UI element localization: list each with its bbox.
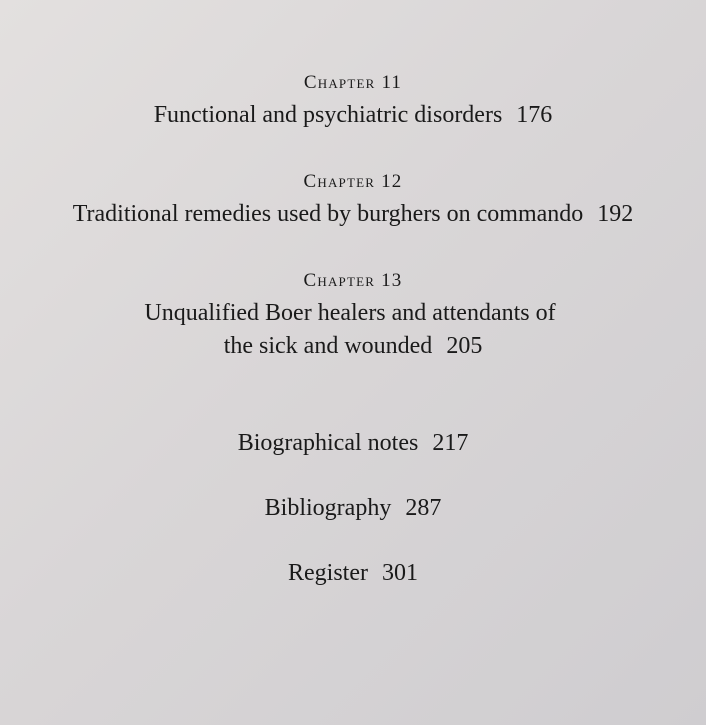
chapter-11-page-number: 176	[516, 102, 553, 128]
bibliography-page-number: 287	[405, 495, 442, 521]
bibliography-title: Bibliography	[264, 495, 392, 521]
register-title: Register	[288, 560, 368, 586]
biographical-notes-title: Biographical notes	[237, 430, 419, 456]
register-page-number: 301	[381, 560, 418, 586]
biographical-notes-page-number: 217	[432, 430, 469, 456]
chapter-11-label: Chapter 11	[303, 72, 403, 93]
chapter-11-title: Functional and psychiatric disorders	[153, 102, 503, 128]
chapter-12-entry	[0, 201, 706, 228]
chapter-11-entry	[0, 102, 706, 129]
chapter-12-title: Traditional remedies used by burghers on commando	[72, 201, 584, 227]
chapter-13-page-number: 205	[446, 333, 483, 359]
chapter-12-page-number: 192	[597, 201, 634, 227]
chapter-13-title-line-1: Unqualified Boer healers and attendants of	[144, 300, 556, 326]
chapter-12-label: Chapter 12	[303, 171, 403, 192]
chapter-13-title-line-2: the sick and wounded	[223, 333, 433, 359]
bibliography-entry	[0, 495, 706, 522]
biographical-notes-entry	[0, 430, 706, 457]
chapter-13-label: Chapter 13	[303, 270, 403, 291]
register-entry	[0, 560, 706, 587]
chapter-13-entry	[0, 333, 706, 360]
